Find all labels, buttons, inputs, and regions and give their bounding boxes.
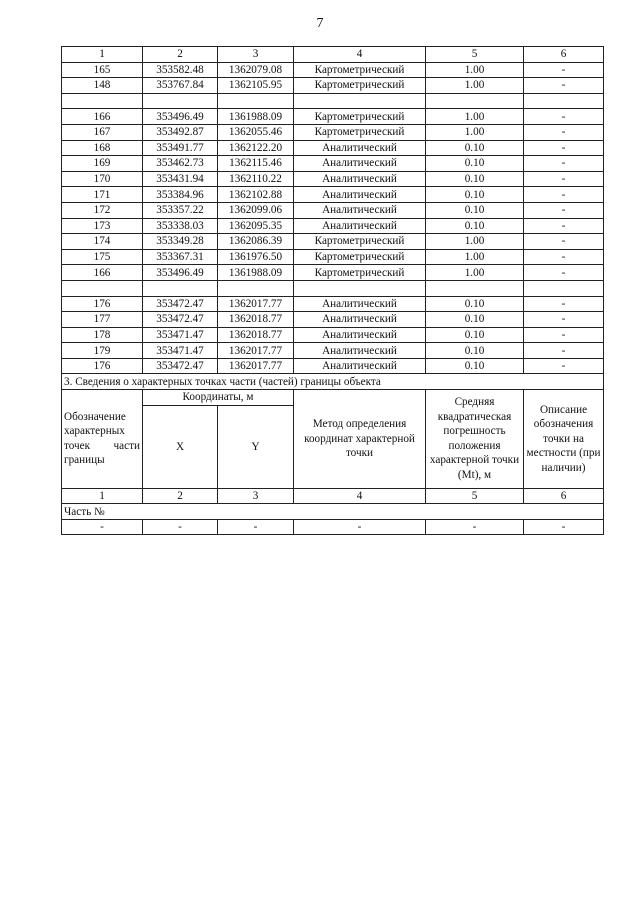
- method-header: Метод определения координат характерной точки: [294, 390, 426, 489]
- column-number: 6: [524, 47, 604, 63]
- table-cell: 0.10: [426, 358, 524, 374]
- table-cell: -: [524, 265, 604, 281]
- table-cell: -: [524, 124, 604, 140]
- table-cell: 1.00: [426, 249, 524, 265]
- table-cell: 0.10: [426, 187, 524, 203]
- table-cell: 175: [62, 249, 143, 265]
- table-cell: 172: [62, 202, 143, 218]
- table-cell: 1361988.09: [218, 265, 294, 281]
- table-cell: Аналитический: [294, 327, 426, 343]
- table-cell: 353431.94: [143, 171, 218, 187]
- table-cell: -: [426, 519, 524, 535]
- table-cell: 1.00: [426, 109, 524, 125]
- table-cell: 173: [62, 218, 143, 234]
- table-cell: 353582.48: [143, 62, 218, 78]
- table-cell: 0.10: [426, 156, 524, 172]
- part-row: [62, 519, 604, 535]
- table-cell: [426, 280, 524, 296]
- table-cell: 0.10: [426, 140, 524, 156]
- table-row: [62, 156, 604, 172]
- table-cell: [218, 280, 294, 296]
- table-cell: 1362017.77: [218, 343, 294, 359]
- table-cell: 353491.77: [143, 140, 218, 156]
- table-cell: -: [524, 62, 604, 78]
- table-cell: Картометрический: [294, 234, 426, 250]
- column-number: 2: [143, 47, 218, 63]
- table-cell: 353338.03: [143, 218, 218, 234]
- table-cell: 1.00: [426, 62, 524, 78]
- table-cell: Аналитический: [294, 358, 426, 374]
- table-cell: 1.00: [426, 234, 524, 250]
- table-cell: 166: [62, 265, 143, 281]
- table-cell: 1.00: [426, 78, 524, 94]
- table-cell: 353462.73: [143, 156, 218, 172]
- table-cell: [524, 93, 604, 109]
- table-cell: Аналитический: [294, 187, 426, 203]
- column-number: 4: [294, 47, 426, 63]
- column-number: 5: [426, 488, 524, 504]
- table-cell: 353357.22: [143, 202, 218, 218]
- section3-header-row: [62, 390, 604, 406]
- table-cell: [294, 93, 426, 109]
- table-cell: 0.10: [426, 296, 524, 312]
- page-number: 7: [316, 16, 324, 31]
- table-cell: 171: [62, 187, 143, 203]
- table-cell: -: [524, 187, 604, 203]
- table-cell: -: [524, 296, 604, 312]
- table-cell: -: [524, 358, 604, 374]
- column-number: 3: [218, 47, 294, 63]
- table-cell: -: [524, 140, 604, 156]
- table-cell: 176: [62, 358, 143, 374]
- table-cell: 353472.47: [143, 312, 218, 328]
- table-cell: 1362095.35: [218, 218, 294, 234]
- table-row: [62, 327, 604, 343]
- part-label-row: [62, 504, 604, 520]
- table-cell: 1.00: [426, 124, 524, 140]
- table-cell: 167: [62, 124, 143, 140]
- table-cell: 168: [62, 140, 143, 156]
- table-row: [62, 140, 604, 156]
- table-cell: -: [524, 343, 604, 359]
- table-cell: 176: [62, 296, 143, 312]
- section3-column-number-row: [62, 488, 604, 504]
- table-cell: 0.10: [426, 343, 524, 359]
- column-number-row: [62, 47, 604, 63]
- description-header: Описание обозначения точки на местности (при наличии): [524, 390, 604, 489]
- table-cell: Аналитический: [294, 296, 426, 312]
- section3-title: 3. Сведения о характерных точках части (частей) границы объекта: [62, 374, 604, 390]
- table-cell: -: [524, 519, 604, 535]
- table-row: [62, 202, 604, 218]
- table-cell: Аналитический: [294, 156, 426, 172]
- table-cell: Аналитический: [294, 202, 426, 218]
- part-label: Часть №: [62, 504, 604, 520]
- table-cell: 1362018.77: [218, 327, 294, 343]
- table-cell: 179: [62, 343, 143, 359]
- table-cell: 177: [62, 312, 143, 328]
- table-cell: -: [524, 249, 604, 265]
- table-cell: 353472.47: [143, 296, 218, 312]
- table-cell: 0.10: [426, 202, 524, 218]
- empty-row: [62, 280, 604, 296]
- table-row: [62, 109, 604, 125]
- error-header: Средняя квадратическая погрешность положения характерной точки (Mt), м: [426, 390, 524, 489]
- table-cell: -: [524, 218, 604, 234]
- table-row: [62, 187, 604, 203]
- table-cell: 353349.28: [143, 234, 218, 250]
- table-cell: 1362055.46: [218, 124, 294, 140]
- x-header: X: [143, 405, 218, 488]
- table-cell: Картометрический: [294, 265, 426, 281]
- table-cell: 1361988.09: [218, 109, 294, 125]
- table-cell: 178: [62, 327, 143, 343]
- table-cell: Картометрический: [294, 124, 426, 140]
- table-cell: 1362086.39: [218, 234, 294, 250]
- table-cell: Аналитический: [294, 312, 426, 328]
- table-cell: -: [524, 327, 604, 343]
- table-cell: -: [524, 312, 604, 328]
- table-cell: 1362122.20: [218, 140, 294, 156]
- table-cell: Картометрический: [294, 78, 426, 94]
- column-number: 3: [218, 488, 294, 504]
- table-cell: [524, 280, 604, 296]
- table-cell: Аналитический: [294, 140, 426, 156]
- table-cell: [62, 280, 143, 296]
- table-cell: 1.00: [426, 265, 524, 281]
- table-row: [62, 218, 604, 234]
- table-cell: Картометрический: [294, 62, 426, 78]
- table-row: [62, 296, 604, 312]
- table-cell: Аналитический: [294, 171, 426, 187]
- table-cell: [218, 93, 294, 109]
- table-cell: -: [294, 519, 426, 535]
- table-row: [62, 249, 604, 265]
- table-cell: 1362079.08: [218, 62, 294, 78]
- table-row: [62, 124, 604, 140]
- table-cell: 1362017.77: [218, 296, 294, 312]
- table-cell: 353472.47: [143, 358, 218, 374]
- table-cell: 148: [62, 78, 143, 94]
- table-cell: [143, 280, 218, 296]
- table-cell: [426, 93, 524, 109]
- table-cell: 353367.31: [143, 249, 218, 265]
- table-cell: -: [524, 109, 604, 125]
- point-designation-header: Обозначение характерных точек части границы: [62, 390, 143, 489]
- y-header: Y: [218, 405, 294, 488]
- table-cell: 0.10: [426, 171, 524, 187]
- table-cell: -: [524, 202, 604, 218]
- table-row: [62, 171, 604, 187]
- table-cell: -: [62, 519, 143, 535]
- table-cell: 353496.49: [143, 109, 218, 125]
- column-number: 2: [143, 488, 218, 504]
- table-cell: Аналитический: [294, 343, 426, 359]
- table-row: [62, 234, 604, 250]
- table-row: [62, 358, 604, 374]
- table-cell: -: [524, 156, 604, 172]
- table-cell: -: [143, 519, 218, 535]
- table-cell: 1362017.77: [218, 358, 294, 374]
- coordinates-table: [61, 46, 604, 535]
- table-cell: [143, 93, 218, 109]
- table-cell: Картометрический: [294, 109, 426, 125]
- table-cell: 166: [62, 109, 143, 125]
- table-row: [62, 265, 604, 281]
- table-cell: -: [524, 78, 604, 94]
- table-cell: -: [218, 519, 294, 535]
- table-cell: 1362105.95: [218, 78, 294, 94]
- table-cell: [62, 93, 143, 109]
- table-cell: 174: [62, 234, 143, 250]
- table-cell: Аналитический: [294, 218, 426, 234]
- table-cell: 353767.84: [143, 78, 218, 94]
- column-number: 6: [524, 488, 604, 504]
- table-cell: 353471.47: [143, 327, 218, 343]
- table-cell: 1361976.50: [218, 249, 294, 265]
- section3-title-row: [62, 374, 604, 390]
- table-cell: -: [524, 234, 604, 250]
- table-cell: 353496.49: [143, 265, 218, 281]
- table-cell: 0.10: [426, 327, 524, 343]
- table-cell: 1362099.06: [218, 202, 294, 218]
- coordinates-header: Координаты, м: [143, 390, 294, 406]
- table-cell: Картометрический: [294, 249, 426, 265]
- table-cell: 170: [62, 171, 143, 187]
- table-row: [62, 343, 604, 359]
- table-cell: 353471.47: [143, 343, 218, 359]
- table-cell: 0.10: [426, 312, 524, 328]
- table-cell: 1362102.88: [218, 187, 294, 203]
- table-cell: 1362018.77: [218, 312, 294, 328]
- table-cell: 1362110.22: [218, 171, 294, 187]
- table-cell: 0.10: [426, 218, 524, 234]
- table-row: [62, 312, 604, 328]
- column-number: 4: [294, 488, 426, 504]
- table-row: [62, 78, 604, 94]
- table-cell: 1362115.46: [218, 156, 294, 172]
- column-number: 1: [62, 488, 143, 504]
- table-cell: 165: [62, 62, 143, 78]
- table-cell: -: [524, 171, 604, 187]
- table-cell: [294, 280, 426, 296]
- table-row: [62, 62, 604, 78]
- column-number: 1: [62, 47, 143, 63]
- table-cell: 353384.96: [143, 187, 218, 203]
- table-cell: 353492.87: [143, 124, 218, 140]
- column-number: 5: [426, 47, 524, 63]
- table-cell: 169: [62, 156, 143, 172]
- empty-row: [62, 93, 604, 109]
